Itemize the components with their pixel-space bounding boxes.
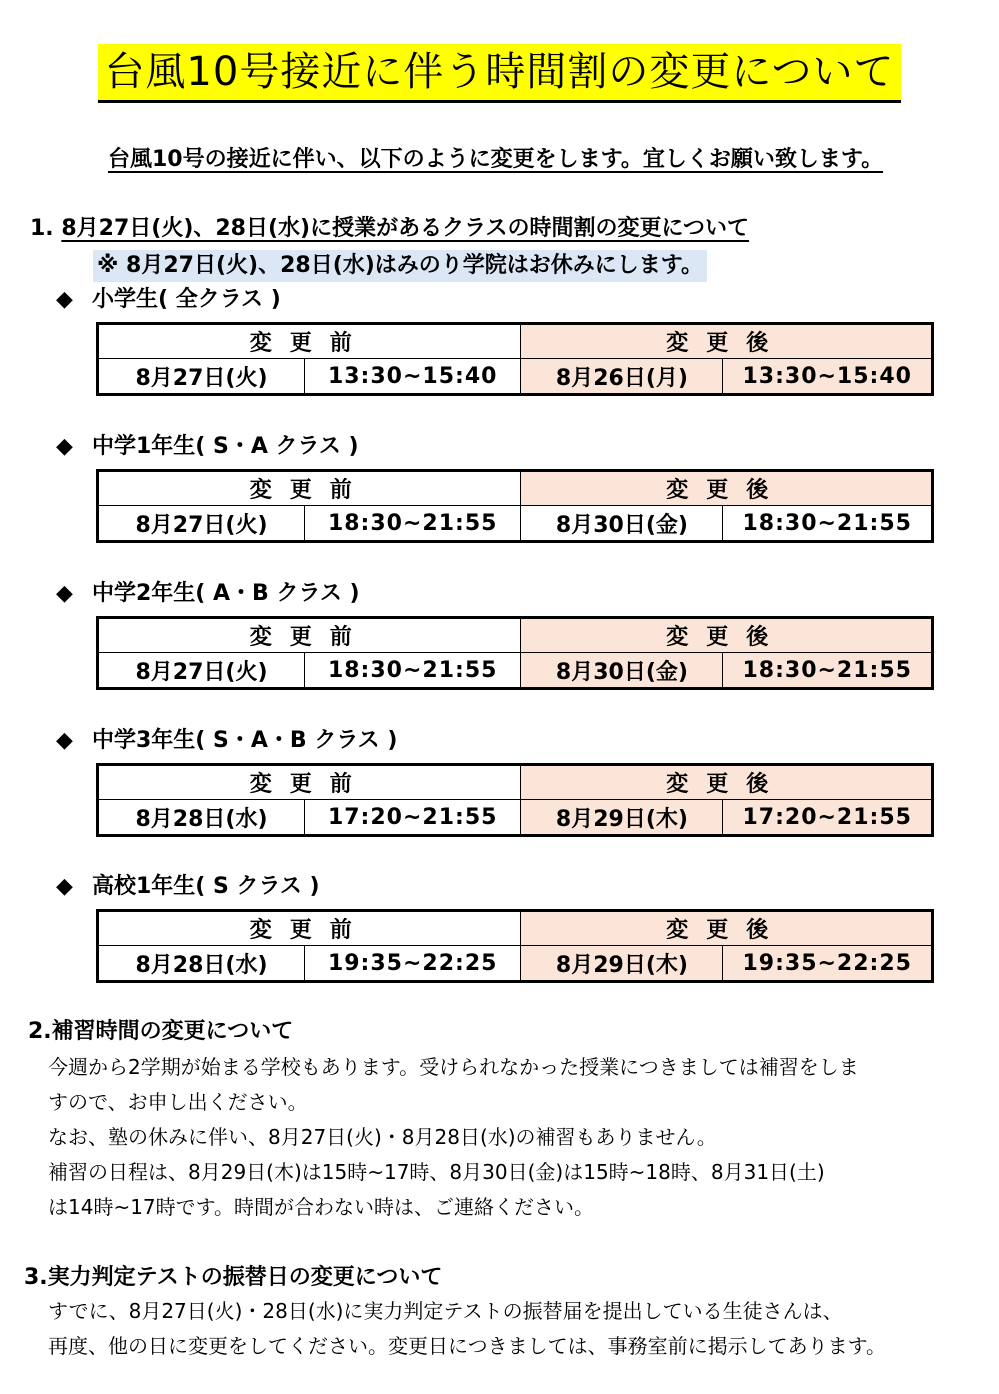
after-header: 変更後	[521, 471, 933, 506]
section1-number: 1.	[30, 216, 54, 241]
group-name: 小学生( 全クラス )	[92, 287, 281, 312]
intro-text: 台風10号の接近に伴い、以下のように変更をします。宜しくお願い致します。	[108, 147, 884, 172]
diamond-icon: ◆	[56, 874, 73, 899]
diamond-icon: ◆	[56, 434, 73, 459]
before-time: 18:30~21:55	[304, 506, 520, 542]
after-time: 19:35~22:25	[723, 946, 933, 982]
group-name: 高校1年生( S クラス )	[92, 874, 320, 899]
after-time: 18:30~21:55	[723, 653, 933, 689]
schedule-table	[96, 322, 934, 396]
section2-heading: 2.補習時間の変更について	[28, 1019, 294, 1044]
before-header: 変更前	[98, 618, 521, 653]
after-date: 8月26日(月)	[521, 359, 723, 395]
table-header-row	[98, 765, 933, 800]
schedule-table	[96, 469, 934, 543]
after-date: 8月29日(木)	[521, 946, 723, 982]
before-date: 8月27日(火)	[98, 359, 305, 395]
section2-line: 補習の日程は、8月29日(木)は15時~17時、8月30日(金)は15時~18時、8月31日(土)	[48, 1160, 825, 1184]
after-header: 変更後	[521, 911, 933, 946]
before-time: 18:30~21:55	[304, 653, 520, 689]
section3-line: 再度、他の日に変更をしてください。変更日につきましては、事務室前に掲示してあります。	[48, 1334, 886, 1358]
section3-line: すでに、8月27日(火)・28日(水)に実力判定テストの振替届を提出している生徒さんは、	[48, 1299, 843, 1323]
diamond-icon: ◆	[56, 287, 73, 312]
table-row	[98, 359, 933, 395]
after-header: 変更後	[521, 324, 933, 359]
after-time: 17:20~21:55	[723, 800, 933, 836]
title-wrap	[0, 44, 999, 103]
after-date: 8月30日(金)	[521, 653, 723, 689]
after-header: 変更後	[521, 765, 933, 800]
group-name: 中学1年生( S・A クラス )	[92, 434, 359, 459]
schedule-table	[96, 763, 934, 837]
group-name: 中学3年生( S・A・B クラス )	[92, 728, 398, 753]
table-header-row	[98, 911, 933, 946]
after-date: 8月29日(木)	[521, 800, 723, 836]
diamond-icon: ◆	[56, 728, 73, 753]
section1-title: 8月27日(火)、28日(水)に授業があるクラスの時間割の変更について	[61, 216, 750, 241]
before-time: 19:35~22:25	[304, 946, 520, 982]
before-header: 変更前	[98, 324, 521, 359]
group-name: 中学2年生( A・B クラス )	[92, 581, 360, 606]
table-row	[98, 946, 933, 982]
group-heading	[56, 285, 281, 315]
section2-line: なお、塾の休みに伴い、8月27日(火)・8月28日(水)の補習もありません。	[48, 1125, 717, 1149]
diamond-icon: ◆	[56, 581, 73, 606]
section2-line: すので、お申し出ください。	[48, 1090, 308, 1114]
before-header: 変更前	[98, 911, 521, 946]
before-date: 8月27日(火)	[98, 506, 305, 542]
closure-note: ※ 8月27日(火)、28日(水)はみのり学院はお休みにします。	[93, 250, 707, 282]
before-header: 変更前	[98, 471, 521, 506]
group-heading	[56, 579, 360, 609]
before-time: 13:30~15:40	[304, 359, 520, 395]
section3-heading: 3.実力判定テストの振替日の変更について	[24, 1265, 443, 1290]
before-date: 8月28日(水)	[98, 800, 305, 836]
before-header: 変更前	[98, 765, 521, 800]
after-time: 18:30~21:55	[723, 506, 933, 542]
after-time: 13:30~15:40	[723, 359, 933, 395]
schedule-table	[96, 909, 934, 983]
section2-line: は14時~17時です。時間が合わない時は、ご連絡ください。	[48, 1195, 595, 1219]
table-row	[98, 653, 933, 689]
table-header-row	[98, 618, 933, 653]
table-row	[98, 800, 933, 836]
after-header: 変更後	[521, 618, 933, 653]
section2-line: 今週から2学期が始まる学校もあります。受けられなかった授業につきましては補習をしま	[48, 1055, 859, 1079]
group-heading	[56, 726, 397, 756]
table-header-row	[98, 324, 933, 359]
section1-heading	[30, 213, 749, 245]
before-date: 8月27日(火)	[98, 653, 305, 689]
page-title: 台風10号接近に伴う時間割の変更について	[98, 44, 900, 103]
before-time: 17:20~21:55	[304, 800, 520, 836]
table-header-row	[98, 471, 933, 506]
table-row	[98, 506, 933, 542]
schedule-table	[96, 616, 934, 690]
before-date: 8月28日(水)	[98, 946, 305, 982]
group-heading	[56, 432, 359, 462]
group-heading	[56, 872, 320, 902]
after-date: 8月30日(金)	[521, 506, 723, 542]
